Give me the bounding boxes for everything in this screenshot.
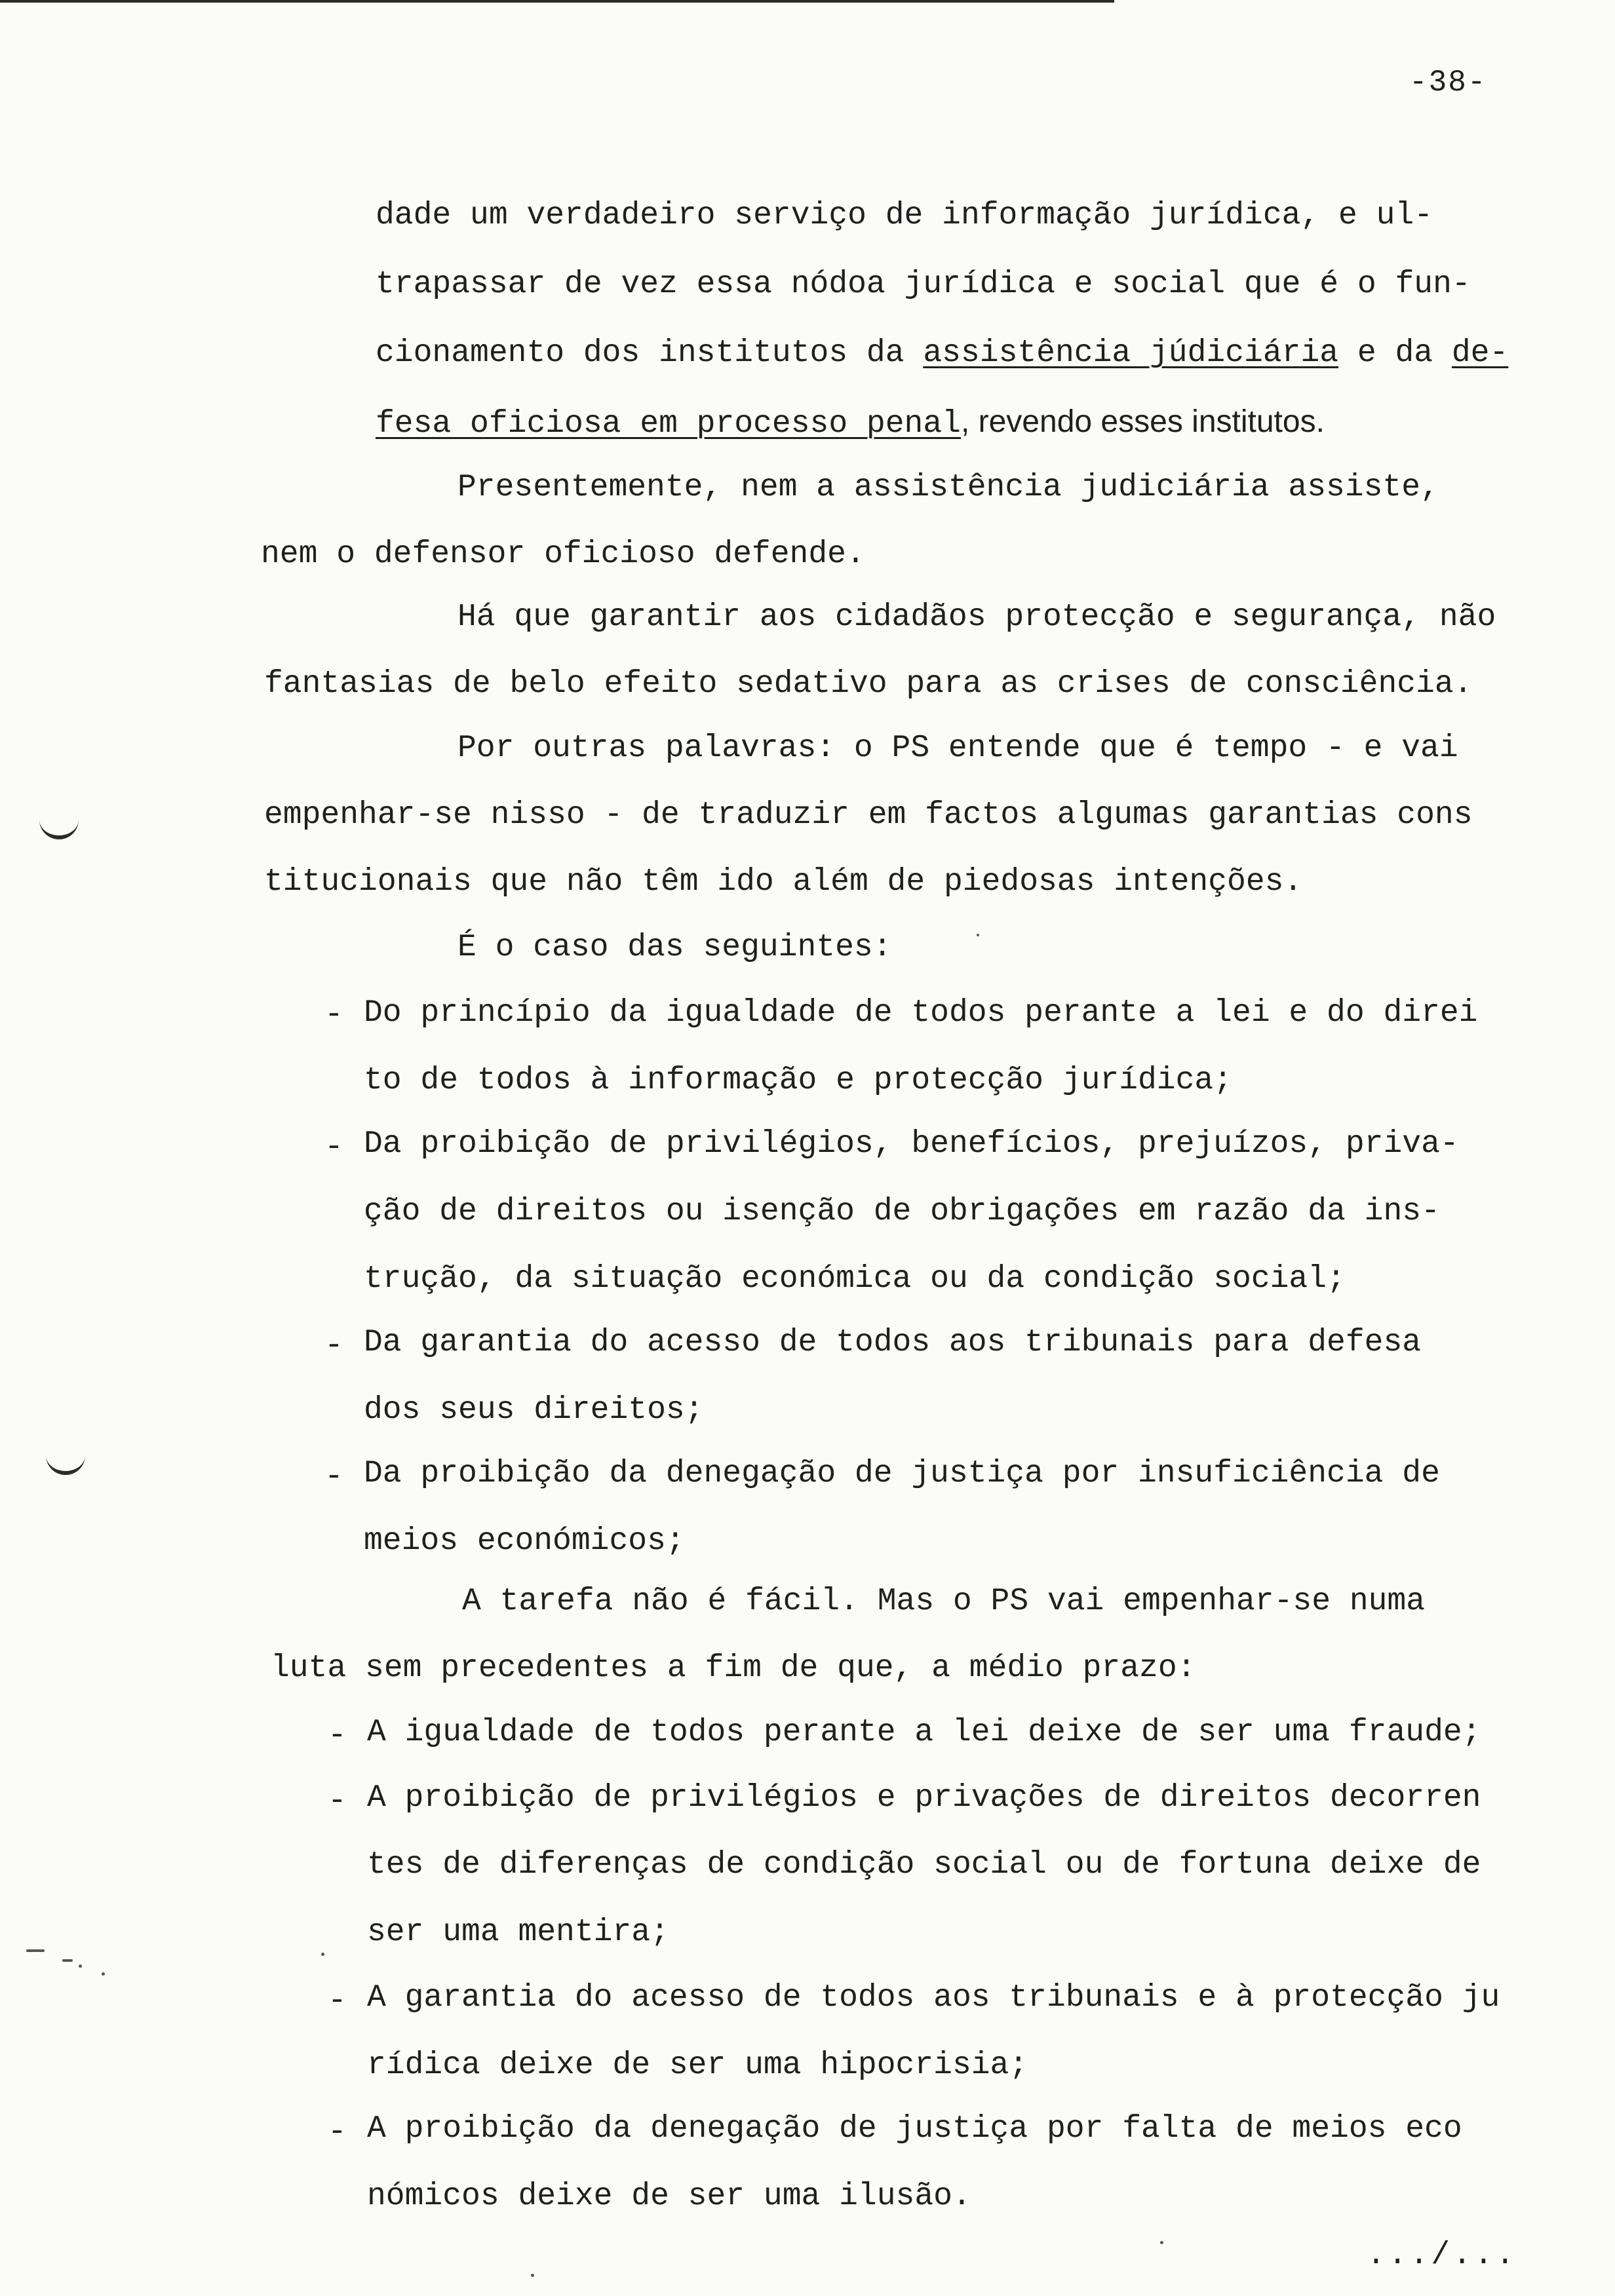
text-line: trapassar de vez essa nódoa jurídica e social que é o fun- <box>376 267 1471 302</box>
text-line: dade um verdadeiro serviço de informação jurídica, e ul- <box>376 198 1433 233</box>
punch-mark <box>39 816 79 839</box>
list-dash: - <box>328 1983 347 2019</box>
list-dash: - <box>324 1328 343 1364</box>
text-line: luta sem precedentes a fim de que, a médio prazo: <box>271 1651 1196 1686</box>
scan-speck <box>26 1949 45 1952</box>
list-dash: - <box>328 1718 347 1753</box>
text-line: fantasias de belo efeito sedativo para as crises de consciência. <box>264 666 1473 702</box>
list-item-line: nómicos deixe de ser uma ilusão. <box>367 2179 971 2214</box>
list-item-line: meios económicos; <box>364 1523 685 1559</box>
scan-speck <box>321 1953 324 1956</box>
scan-speck <box>977 934 979 936</box>
text-line: empenhar-se nisso - de traduzir em factos algumas garantias cons <box>264 797 1473 833</box>
list-item-line: Da proibição da denegação de justiça por insuficiência de <box>364 1456 1440 1491</box>
text-line: A tarefa não é fácil. Mas o PS vai empenhar-se numa <box>462 1584 1426 1619</box>
list-dash: - <box>328 2114 347 2150</box>
list-item-line: to de todos à informação e protecção jurídica; <box>364 1063 1233 1098</box>
text-line: É o caso das seguintes: <box>457 930 892 965</box>
scan-speck <box>62 1959 73 1962</box>
list-item-line: A proibição de privilégios e privações de direitos decorren <box>367 1780 1481 1816</box>
text-line: cionamento dos institutos da assistência júdiciária e da de- <box>376 335 1509 371</box>
text-line: nem o defensor oficioso defende. <box>261 537 865 572</box>
list-item-line: Da proibição de privilégios, benefícios, prejuízos, priva- <box>364 1126 1459 1162</box>
list-item-line: tes de diferenças de condição social ou de fortuna deixe de <box>367 1847 1481 1883</box>
list-item-line: rídica deixe de ser uma hipocrisia; <box>367 2048 1028 2083</box>
scan-speck <box>1160 2241 1163 2244</box>
list-item-line: ser uma mentira; <box>367 1915 669 1950</box>
scan-speck <box>102 1972 105 1976</box>
scan-speck <box>79 1964 82 1968</box>
list-dash: - <box>324 1459 343 1495</box>
underlined-phrase: assistência júdiciária <box>923 335 1339 371</box>
text-line: Presentemente, nem a assistência judiciária assiste, <box>457 470 1439 505</box>
list-item-line: ção de direitos ou isenção de obrigações em razão da ins- <box>364 1194 1440 1229</box>
text-line: titucionais que não têm ido além de piedosas intenções. <box>264 864 1303 900</box>
list-item-line: A garantia do acesso de todos aos tribunais e à protecção ju <box>367 1980 1500 2016</box>
continuation-mark: .../... <box>1367 2238 1517 2273</box>
text-line: fesa oficiosa em processo penal, revendo esses institutos. <box>376 404 1325 442</box>
page-number: -38- <box>1409 66 1487 100</box>
list-dash: - <box>324 997 343 1033</box>
underlined-phrase: de- <box>1451 335 1509 371</box>
text-line: Há que garantir aos cidadãos protecção e segurança, não <box>457 600 1496 635</box>
list-item-line: dos seus direitos; <box>364 1392 704 1428</box>
list-item-line: A igualdade de todos perante a lei deixe de ser uma fraude; <box>367 1715 1481 1750</box>
punch-mark <box>46 1451 85 1475</box>
top-rule <box>0 0 1114 3</box>
list-item-line: Da garantia do acesso de todos aos tribunais para defesa <box>364 1325 1422 1360</box>
underlined-phrase: fesa oficiosa em processo penal <box>376 406 961 442</box>
list-item-line: Do princípio da igualdade de todos perante a lei e do direi <box>364 995 1478 1031</box>
list-dash: - <box>324 1130 343 1165</box>
list-item-line: A proibição da denegação de justiça por falta de meios eco <box>367 2111 1462 2147</box>
scan-speck <box>531 2274 534 2277</box>
list-item-line: trução, da situação económica ou da condição social; <box>364 1261 1346 1297</box>
text-line: Por outras palavras: o PS entende que é tempo - e vai <box>457 731 1458 766</box>
list-dash: - <box>328 1784 347 1819</box>
